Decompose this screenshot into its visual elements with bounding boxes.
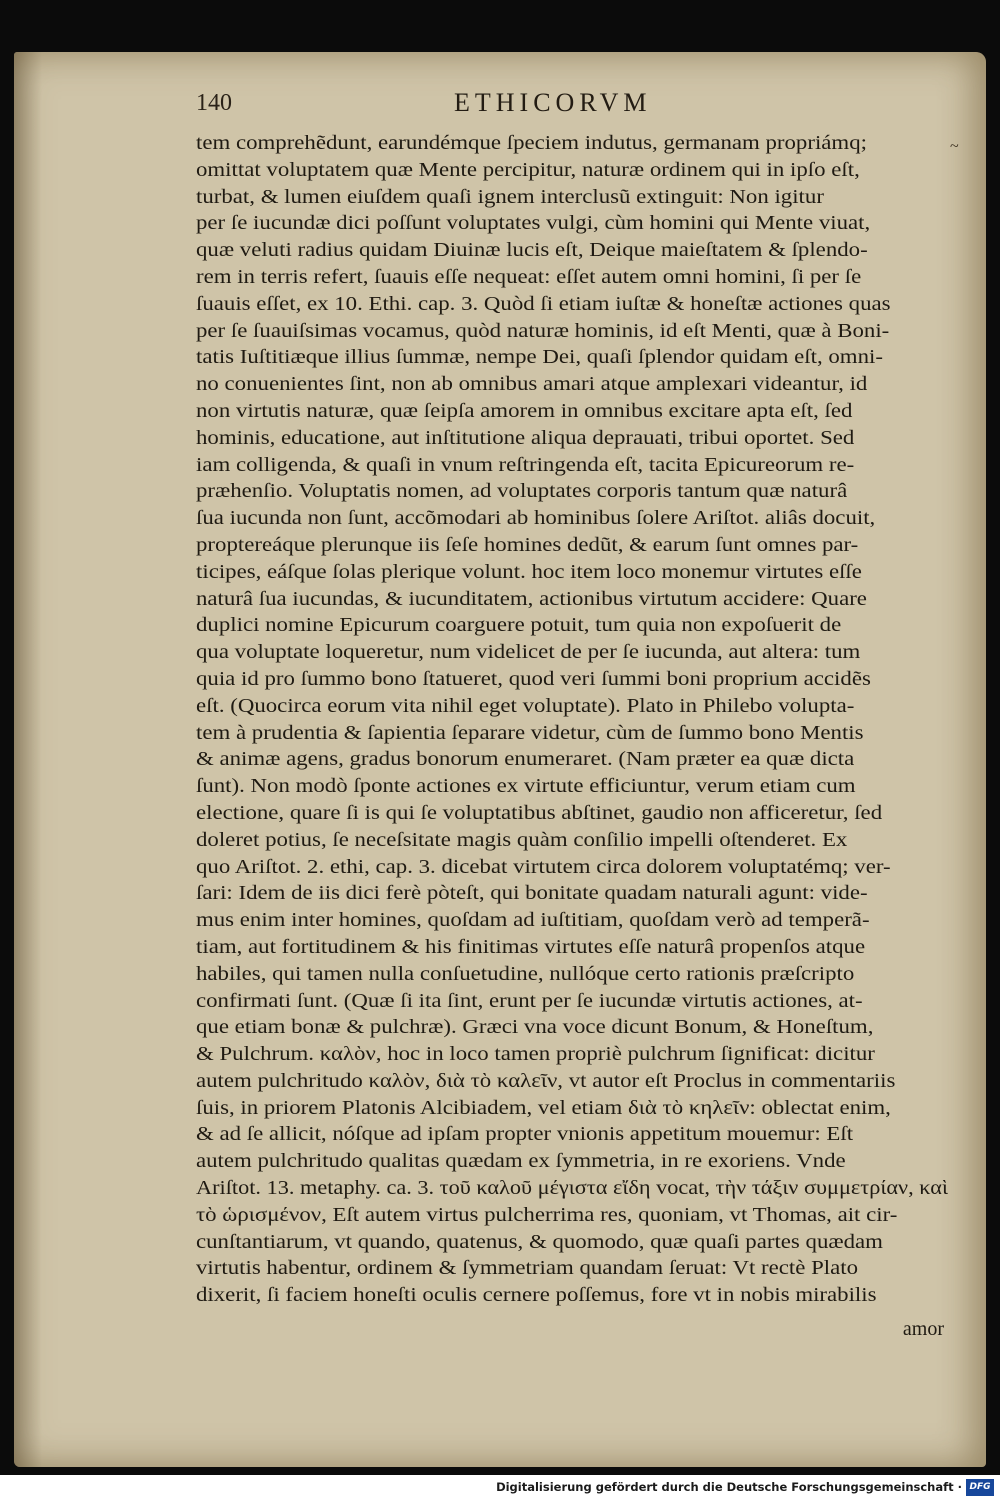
text-line: naturâ ſua iucundas, & iucunditatem, actionibus virtutum accidere: Quare xyxy=(196,587,867,610)
text-line: ſua iucunda non ſunt, accõmodari ab hominibus ſolere Ariſtot. aliâs docuit, xyxy=(196,507,876,530)
text-line: electione, quare ſi is qui ſe voluptatibus abſtinet, gaudio non afficeretur, ſed xyxy=(196,801,883,824)
catchword: amor xyxy=(902,1318,944,1340)
text-line: tiam, aut fortitudinem & his finitimas virtutes eſſe naturâ propenſos atque xyxy=(196,935,866,958)
text-line: ſari: Idem de iis dici ferè pòteſt, qui bonitate quadam naturali agunt: vide- xyxy=(196,882,868,905)
text-line: confirmati ſunt. (Quæ ſi ita ſint, erunt per ſe iucundæ virtutis actiones, at- xyxy=(196,989,863,1012)
text-line: doleret potius, ſe neceſsitate magis quàm conſilio impelli oſtenderet. Ex xyxy=(196,828,848,851)
text-line: tem à prudentia & ſapientia ſeparare videtur, cùm de ſummo bono Mentis xyxy=(196,721,864,744)
text-line: tem comprehẽdunt, earundémque ſpeciem indutus, germanam propriámq; xyxy=(196,132,867,154)
text-line: ſunt). Non modò ſponte actiones ex virtute efficiuntur, verum etiam cum xyxy=(196,775,856,798)
dfg-logo: DFG xyxy=(966,1479,994,1496)
running-head: ETHICORVM xyxy=(454,88,652,117)
text-line: & ad ſe allicit, nóſque ad ipſam propter vnionis appetitum mouemur: Eſt xyxy=(196,1123,854,1146)
text-line: ticipes, eáſque ſolas plerique volunt. hoc item loco monemur virtutes eſſe xyxy=(196,560,862,583)
text-line: dixerit, ſi faciem honeſti oculis cernere poſſemus, fore vt in nobis mirabilis xyxy=(196,1284,877,1307)
text-line: quæ veluti radius quidam Diuinæ lucis eſt, Deique maieſtatem & ſplendo- xyxy=(196,239,868,262)
text-line: τὸ ὡρισμένον, Eſt autem virtus pulcherrima res, quoniam, vt Thomas, ait cir- xyxy=(196,1203,898,1226)
text-line: virtutis habentur, ordinem & ſymmetriam quandam ſeruat: Vt rectè Plato xyxy=(196,1257,859,1280)
text-line: per ſe iucundæ dici poſſunt voluptates vulgi, cùm homini qui Mente viuat, xyxy=(196,212,871,235)
text-line: proptereáque plerunque iis ſeſe homines dedũt, & earum ſunt omnes par- xyxy=(196,533,859,556)
text-line: hominis, educatione, aut inſtitutione aliqua deprauati, tribui oportet. Sed xyxy=(196,426,855,449)
text-line: autem pulchritudo καλὸν, διὰ τὸ καλεῖν, vt autor eſt Proclus in commentariis xyxy=(196,1069,896,1092)
text-line: ſuis, in priorem Platonis Alcibiadem, vel etiam διὰ τὸ κηλεῖν: oblectat enim, xyxy=(196,1096,891,1119)
text-line: iam colligenda, & quaſi in vnum reſtringenda eſt, tacita Epicureorum re- xyxy=(196,453,855,476)
text-line: turbat, & lumen eiuſdem quaſi ignem interclusũ extinguit: Non igitur xyxy=(196,185,824,208)
text-line: ſuauis eſſet, ex 10. Ethi. cap. 3. Quòd ſi etiam iuſtæ & honeſtæ actiones quas xyxy=(196,292,891,315)
text-line: Ariſtot. 13. metaphy. ca. 3. τοῦ καλοῦ μέγιστα εἴδη vocat, τὴν τάξιν συμμετρίαν, καὶ xyxy=(196,1177,948,1200)
body-text xyxy=(196,130,948,1336)
text-line: qua voluptate loqueretur, num videlicet de per ſe iucunda, aut altera: tum xyxy=(196,641,861,664)
text-line: quia id pro ſummo bono ſtatueret, quod veri ſummi boni proprium accidẽs xyxy=(196,667,871,690)
funding-notice: Digitalisierung gefördert durch die Deutsche Forschungsgemeinschaft · xyxy=(496,1480,962,1494)
text-line: præhenſio. Voluptatis nomen, ad voluptates corporis tantum quæ naturâ xyxy=(196,480,848,503)
text-line: per ſe ſuauiſsimas vocamus, quòd naturæ hominis, id eſt Menti, quæ à Boni- xyxy=(196,319,890,342)
text-line: autem pulchritudo qualitas quædam ex ſymmetria, in re exoriens. Vnde xyxy=(196,1150,846,1173)
digitization-footer xyxy=(0,1475,1000,1502)
text-line: que etiam bonæ & pulchræ). Græci vna voce dicunt Bonum, & Honeſtum, xyxy=(196,1016,874,1039)
text-line: mus enim inter homines, quoſdam ad iuſtitiam, quoſdam verò ad temperã- xyxy=(196,909,870,932)
page-number: 140 xyxy=(196,90,232,116)
margin-mark: ~ xyxy=(950,138,959,155)
text-line: habiles, qui tamen nulla conſuetudine, nullóque certo rationis præſcripto xyxy=(196,962,855,985)
page-header xyxy=(196,88,956,122)
text-line: tatis Iuſtitiæque illius ſummæ, nempe Dei, quaſi ſplendor quidam eſt, omni- xyxy=(196,346,883,369)
text-line: eſt. (Quocirca eorum vita nihil eget voluptate). Plato in Philebo volupta- xyxy=(196,694,855,717)
text-line: rem in terris refert, ſuauis eſſe nequeat: eſſet autem omni homini, ſi per ſe xyxy=(196,265,862,288)
text-line: quo Ariſtot. 2. ethi, cap. 3. dicebat virtutem circa dolorem voluptatémq; ver- xyxy=(196,855,891,878)
text-line: & animæ agens, gradus bonorum enumeraret. (Nam præter ea quæ dicta xyxy=(196,748,855,771)
text-line: non virtutis naturæ, quæ ſeipſa amorem in omnibus excitare apta eſt, ſed xyxy=(196,399,853,422)
text-line: duplici nomine Epicurum coarguere potuit, tum quia non expoſuerit de xyxy=(196,614,842,637)
page-gutter-shadow xyxy=(14,52,42,1467)
text-line: & Pulchrum. καλὸν, hoc in loco tamen propriè pulchrum ſignificat: dicitur xyxy=(196,1043,875,1066)
text-line: omittat voluptatem quæ Mente percipitur, naturæ ordinem qui in ipſo eſt, xyxy=(196,158,860,181)
text-line: cunſtantiarum, vt quando, quatenus, & quomodo, quæ quaſi partes quædam xyxy=(196,1230,883,1253)
text-line xyxy=(196,1309,948,1336)
text-line: no conuenientes ſint, non ab omnibus amari atque amplexari videantur, id xyxy=(196,373,868,396)
